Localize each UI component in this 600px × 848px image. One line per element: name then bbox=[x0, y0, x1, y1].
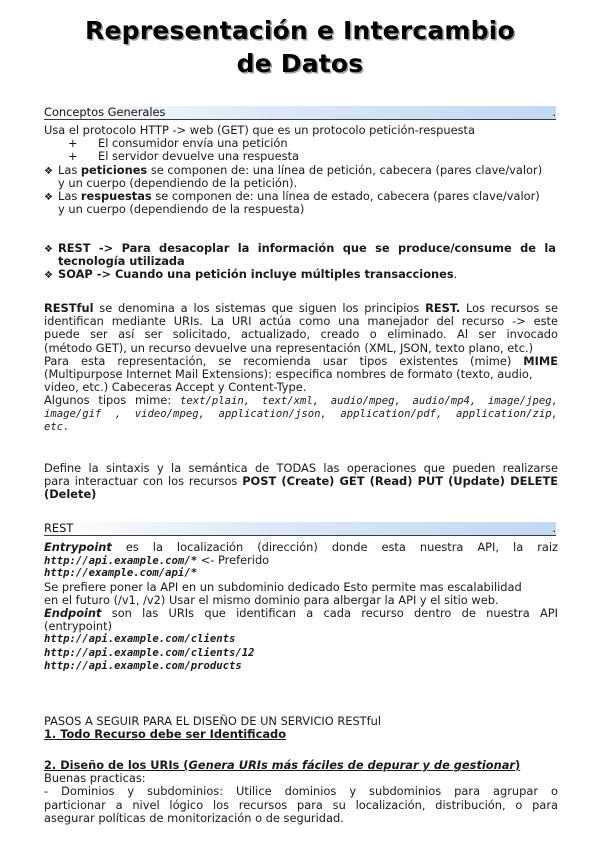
peticiones-item-cont: y un cuerpo (dependiendo de la petición). bbox=[58, 175, 298, 190]
respuestas-item-cont: y un cuerpo (dependiendo de la respuesta) bbox=[58, 202, 305, 217]
endpoint-line: Endpoint son las URIs que identifican a cada recurso dentro de nuestra API bbox=[44, 606, 558, 620]
section-heading-conceptos bbox=[44, 106, 556, 120]
dominios-line-3: asegurar políticas de monitorización o de seguridad. bbox=[44, 810, 344, 825]
title-line-2: de Datos bbox=[236, 49, 364, 78]
peticiones-item: ❖ Las peticiones se componen de: una línea de petición, cabecera (pares clave/valor) bbox=[44, 162, 543, 177]
section-heading-dot: . bbox=[552, 521, 556, 535]
define-line-3: (Delete) bbox=[44, 487, 97, 502]
step-1-heading: 1. Todo Recurso debe ser Identificado bbox=[44, 727, 287, 742]
rest-item-cont: tecnología utilizada bbox=[58, 254, 185, 269]
mime-types-line-2: image/gif , video/mpeg, application/json, application/pdf, application/zip, bbox=[44, 407, 558, 420]
restful-line-4: (método GET), un recurso devuelve una representación (XML, JSON, texto plano, etc.) bbox=[44, 340, 534, 355]
document-title bbox=[0, 14, 600, 80]
define-paragraph bbox=[44, 462, 558, 502]
rest-soap-block bbox=[44, 242, 558, 282]
dominios-line-2: particionar a nivel lógico los recursos para su localización, distribución, o para bbox=[44, 798, 558, 812]
define-line-2: para interactuar con los recursos POST (Create) GET (Read) PUT (Update) DELETE bbox=[44, 475, 558, 489]
mime-types-line-3: etc. bbox=[44, 420, 70, 433]
endpoint-line-cont: (entrypoint) bbox=[44, 619, 113, 634]
soap-item: ❖ SOAP -> Cuando una petición incluye múltiples transacciones. bbox=[44, 267, 458, 282]
list-item: + El consumidor envía una petición bbox=[44, 137, 558, 150]
subdomain-line-1: Se prefiere poner la API en un subdominio dedicado Esto permite mas escalabilidad bbox=[44, 579, 522, 594]
url-line-1: http://api.example.com/* <- Preferido bbox=[44, 553, 270, 568]
restful-line-6: (Multipurpose Internet Mail Extensions): especifica nombres de formato (texto, audio, bbox=[44, 366, 533, 381]
endpoint-url-1: http://api.example.com/clients bbox=[44, 633, 236, 646]
plus-bullet: + bbox=[68, 136, 78, 151]
rest-item: ❖ REST -> Para desacoplar la información que se produce/consume de la bbox=[44, 241, 556, 255]
endpoint-url-3: http://api.example.com/products bbox=[44, 659, 242, 672]
respuestas-item: ❖ Las respuestas se componen de: una línea de estado, cabecera (pares clave/valor) bbox=[44, 188, 540, 203]
intro-block bbox=[44, 124, 558, 216]
restful-line-5: Para esta representación, se recomienda usar tipos existentes (mime) MIME bbox=[44, 354, 558, 368]
diamond-bullet-icon: ❖ bbox=[44, 270, 53, 282]
dominios-line-1: - Dominios y subdominios: Utilice dominios y subdominios para agrupar o bbox=[44, 785, 558, 799]
entrypoint-line: Entrypoint es la localización (dirección) donde esta nuestra API, la raiz bbox=[44, 541, 558, 554]
restful-paragraph bbox=[44, 302, 558, 434]
rest-section-body bbox=[44, 541, 558, 673]
restful-line-1: RESTful se denomina a los sistemas que siguen los principios REST. Los recursos se bbox=[44, 302, 558, 315]
restful-line-3: puede ser así ser solicitado, actualizado, creado o eliminado. Al ser invocado bbox=[44, 328, 558, 342]
restful-line-2: identifican mediante URIs. La URI actúa como una manejador del recurso -> este bbox=[44, 315, 558, 329]
section-heading-rest bbox=[44, 522, 556, 536]
list-item: + El servidor devuelve una respuesta bbox=[44, 150, 558, 163]
section-heading-label: REST bbox=[44, 521, 74, 535]
section-heading-dot: . bbox=[552, 105, 556, 119]
design-step-2 bbox=[44, 759, 558, 825]
define-line-1: Define la sintaxis y la semántica de TODAS las operaciones que pueden realizarse bbox=[44, 462, 558, 475]
diamond-bullet-icon: ❖ bbox=[44, 244, 53, 255]
endpoint-url-2: http://api.example.com/clients/12 bbox=[44, 646, 255, 659]
mime-types-line-1: Algunos tipos mime: text/plain, text/xml, audio/mpeg, audio/mp4, image/jpeg, bbox=[44, 394, 558, 408]
section-heading-label: Conceptos Generales bbox=[44, 105, 166, 119]
intro-line: Usa el protocolo HTTP -> web (GET) que es un protocolo petición-respuesta bbox=[44, 123, 475, 137]
subdomain-line-2: en el futuro (/v1, /v2) Usar el mismo dominio para albergar la API y el sitio web. bbox=[44, 592, 499, 607]
diamond-bullet-icon: ❖ bbox=[44, 191, 53, 203]
plus-bullet: + bbox=[68, 149, 78, 164]
restful-line-7: video, etc.) Cabeceras Accept y Content-Type. bbox=[44, 380, 307, 395]
title-line-1: Representación e Intercambio bbox=[85, 16, 515, 45]
buenas-practicas-label: Buenas practicas: bbox=[44, 771, 146, 786]
step-2-heading: 2. Diseño de los URIs (Genera URIs más fáciles de depurar y de gestionar) bbox=[44, 758, 521, 772]
pasos-heading: PASOS A SEGUIR PARA EL DISEÑO DE UN SERVICIO RESTful bbox=[44, 714, 382, 728]
design-steps bbox=[44, 715, 558, 741]
url-line-2: http://example.com/api/* bbox=[44, 567, 198, 580]
diamond-bullet-icon: ❖ bbox=[44, 165, 53, 177]
